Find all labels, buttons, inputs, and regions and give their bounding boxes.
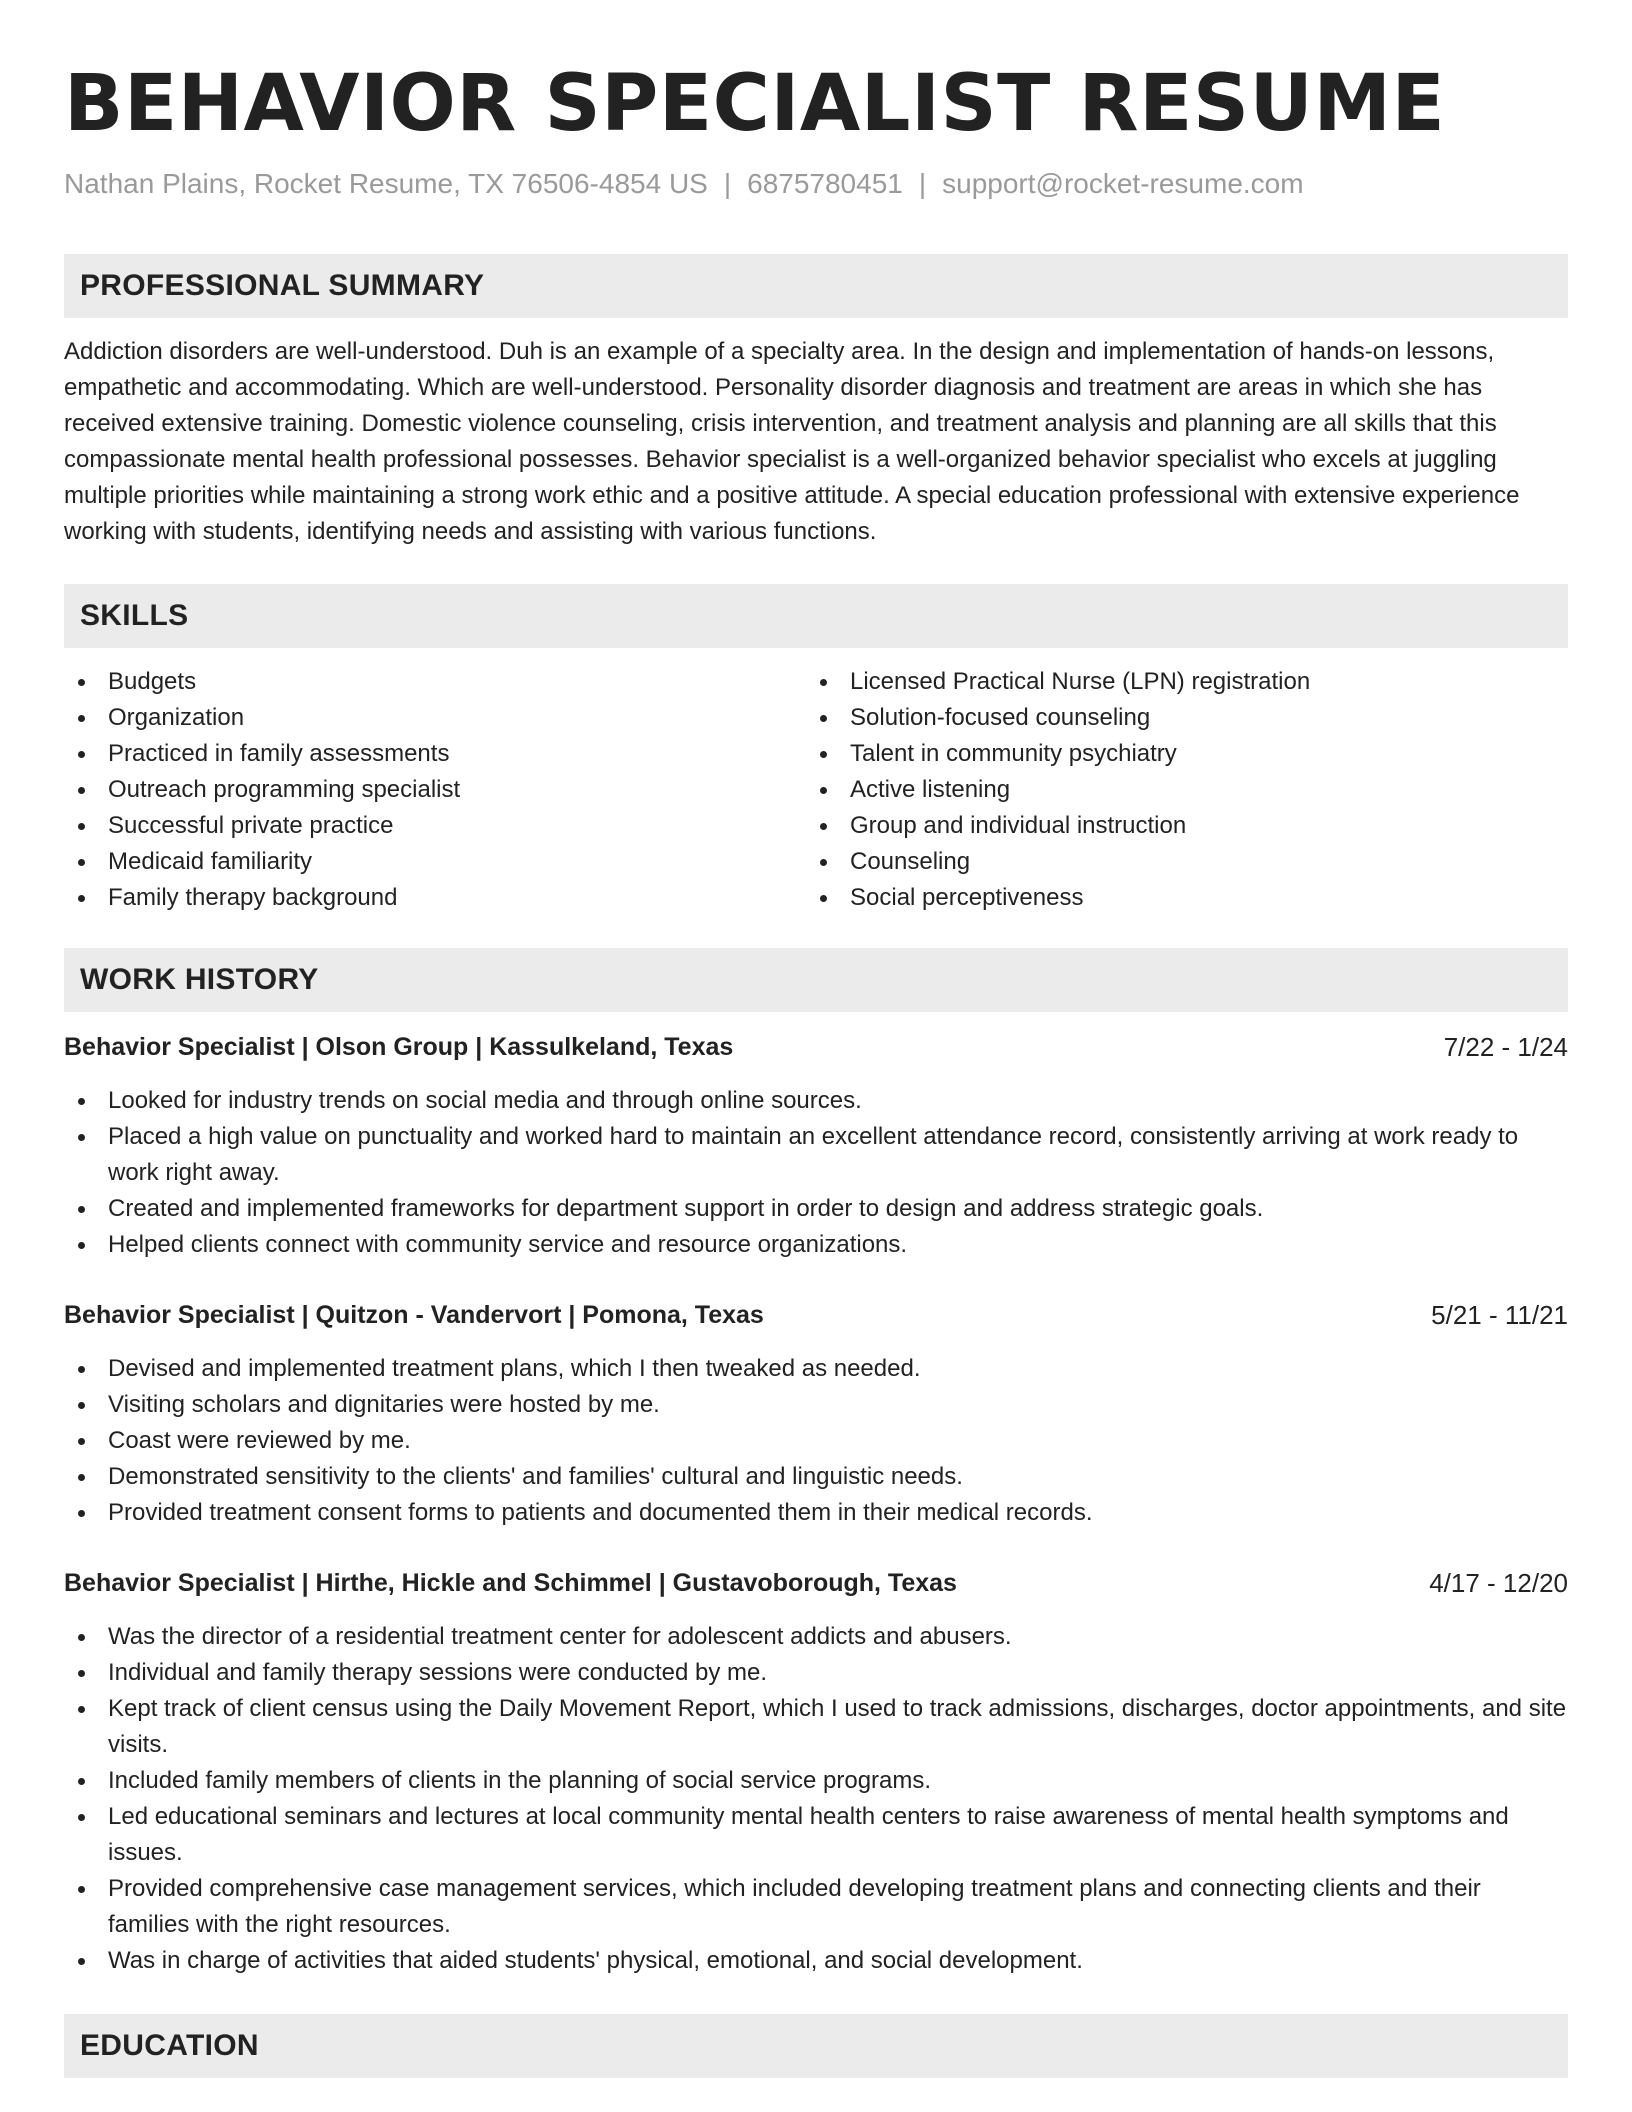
contact-phone: 6875780451 xyxy=(747,168,903,199)
skill-item: Successful private practice xyxy=(64,808,460,844)
skill-item: Family therapy background xyxy=(64,880,460,916)
job-bullet: Placed a high value on punctuality and worked hard to maintain an excellent attendance record, consistently arriving at work ready to work right away. xyxy=(64,1119,1568,1191)
skills-list-right xyxy=(806,664,1310,916)
job-bullet: Included family members of clients in the planning of social service programs. xyxy=(64,1763,1568,1799)
section-header-education xyxy=(64,2014,1568,2078)
job-bullet: Provided comprehensive case management services, which included developing treatment plans and connecting clients and their families with the right resources. xyxy=(64,1871,1568,1943)
skill-item: Outreach programming specialist xyxy=(64,772,460,808)
job-bullet: Provided treatment consent forms to patients and documented them in their medical records. xyxy=(64,1495,1568,1531)
skill-item: Licensed Practical Nurse (LPN) registration xyxy=(806,664,1310,700)
section-header-work-history xyxy=(64,948,1568,1012)
job-bullet: Was in charge of activities that aided students' physical, emotional, and social development. xyxy=(64,1943,1568,1979)
contact-line xyxy=(64,166,1304,202)
section-header-skills xyxy=(64,584,1568,648)
summary-text: Addiction disorders are well-understood. Duh is an example of a specialty area. In the design and implementation of hands-on lessons, empathetic and accommodating. Which are well-understood. Personality disorder diagnosis and treatment are areas in which she has received extensive training. Domestic violence counseling, crisis intervention, and treatment analysis and planning are all skills that this compassionate mental health professional possesses. Behavior specialist is a well-organized behavior specialist who excels at juggling multiple priorities while maintaining a strong work ethic and a positive attitude. A special education professional with extensive experience working with students, identifying needs and assisting with various functions. xyxy=(64,338,1520,545)
skill-item: Social perceptiveness xyxy=(806,880,1310,916)
job-dates: 5/21 - 11/21 xyxy=(1431,1300,1568,1330)
job-entry xyxy=(64,1029,1568,1263)
skill-item: Talent in community psychiatry xyxy=(806,736,1310,772)
resume-title: BEHAVIOR SPECIALIST RESUME xyxy=(64,59,1446,149)
section-title: EDUCATION xyxy=(80,2029,259,2062)
skill-item: Counseling xyxy=(806,844,1310,880)
job-title: Behavior Specialist | Hirthe, Hickle and Schimmel | Gustavoborough, Texas xyxy=(64,1569,957,1597)
job-title: Behavior Specialist | Quitzon - Vandervort | Pomona, Texas xyxy=(64,1301,764,1329)
job-bullet: Helped clients connect with community service and resource organizations. xyxy=(64,1227,1568,1263)
section-header-summary xyxy=(64,254,1568,318)
contact-separator: | xyxy=(918,168,927,199)
skill-item: Active listening xyxy=(806,772,1310,808)
job-entry xyxy=(64,1297,1568,1531)
job-bullets xyxy=(64,1619,1568,1979)
job-header xyxy=(64,1297,1568,1333)
job-dates: 7/22 - 1/24 xyxy=(1443,1032,1568,1062)
job-bullet: Visiting scholars and dignitaries were hosted by me. xyxy=(64,1387,1568,1423)
job-title: Behavior Specialist | Olson Group | Kassulkeland, Texas xyxy=(64,1033,734,1061)
job-bullet: Individual and family therapy sessions were conducted by me. xyxy=(64,1655,1568,1691)
job-bullet: Led educational seminars and lectures at local community mental health centers to raise awareness of mental health symptoms and issues. xyxy=(64,1799,1568,1871)
job-bullet: Kept track of client census using the Daily Movement Report, which I used to track admissions, discharges, doctor appointments, and site visits. xyxy=(64,1691,1568,1763)
job-bullet: Coast were reviewed by me. xyxy=(64,1423,1568,1459)
contact-address: Nathan Plains, Rocket Resume, TX 76506-4854 US xyxy=(64,168,708,199)
skill-item: Budgets xyxy=(64,664,460,700)
job-bullets xyxy=(64,1351,1568,1531)
job-bullet: Demonstrated sensitivity to the clients' and families' cultural and linguistic needs. xyxy=(64,1459,1568,1495)
skill-item: Medicaid familiarity xyxy=(64,844,460,880)
job-bullet: Looked for industry trends on social media and through online sources. xyxy=(64,1083,1568,1119)
skills-list-left xyxy=(64,664,460,916)
job-header xyxy=(64,1565,1568,1601)
job-header xyxy=(64,1029,1568,1065)
contact-email: support@rocket-resume.com xyxy=(942,168,1304,199)
contact-separator: | xyxy=(723,168,732,199)
job-bullet: Created and implemented frameworks for department support in order to design and address strategic goals. xyxy=(64,1191,1568,1227)
job-bullets xyxy=(64,1083,1568,1263)
job-bullet: Devised and implemented treatment plans, which I then tweaked as needed. xyxy=(64,1351,1568,1387)
skill-item: Practiced in family assessments xyxy=(64,736,460,772)
skill-item: Group and individual instruction xyxy=(806,808,1310,844)
job-dates: 4/17 - 12/20 xyxy=(1429,1568,1568,1598)
job-bullet: Was the director of a residential treatment center for adolescent addicts and abusers. xyxy=(64,1619,1568,1655)
section-title: WORK HISTORY xyxy=(80,963,319,996)
section-title: SKILLS xyxy=(80,599,189,632)
skill-item: Solution-focused counseling xyxy=(806,700,1310,736)
job-entry xyxy=(64,1565,1568,1979)
section-title: PROFESSIONAL SUMMARY xyxy=(80,269,485,302)
skill-item: Organization xyxy=(64,700,460,736)
